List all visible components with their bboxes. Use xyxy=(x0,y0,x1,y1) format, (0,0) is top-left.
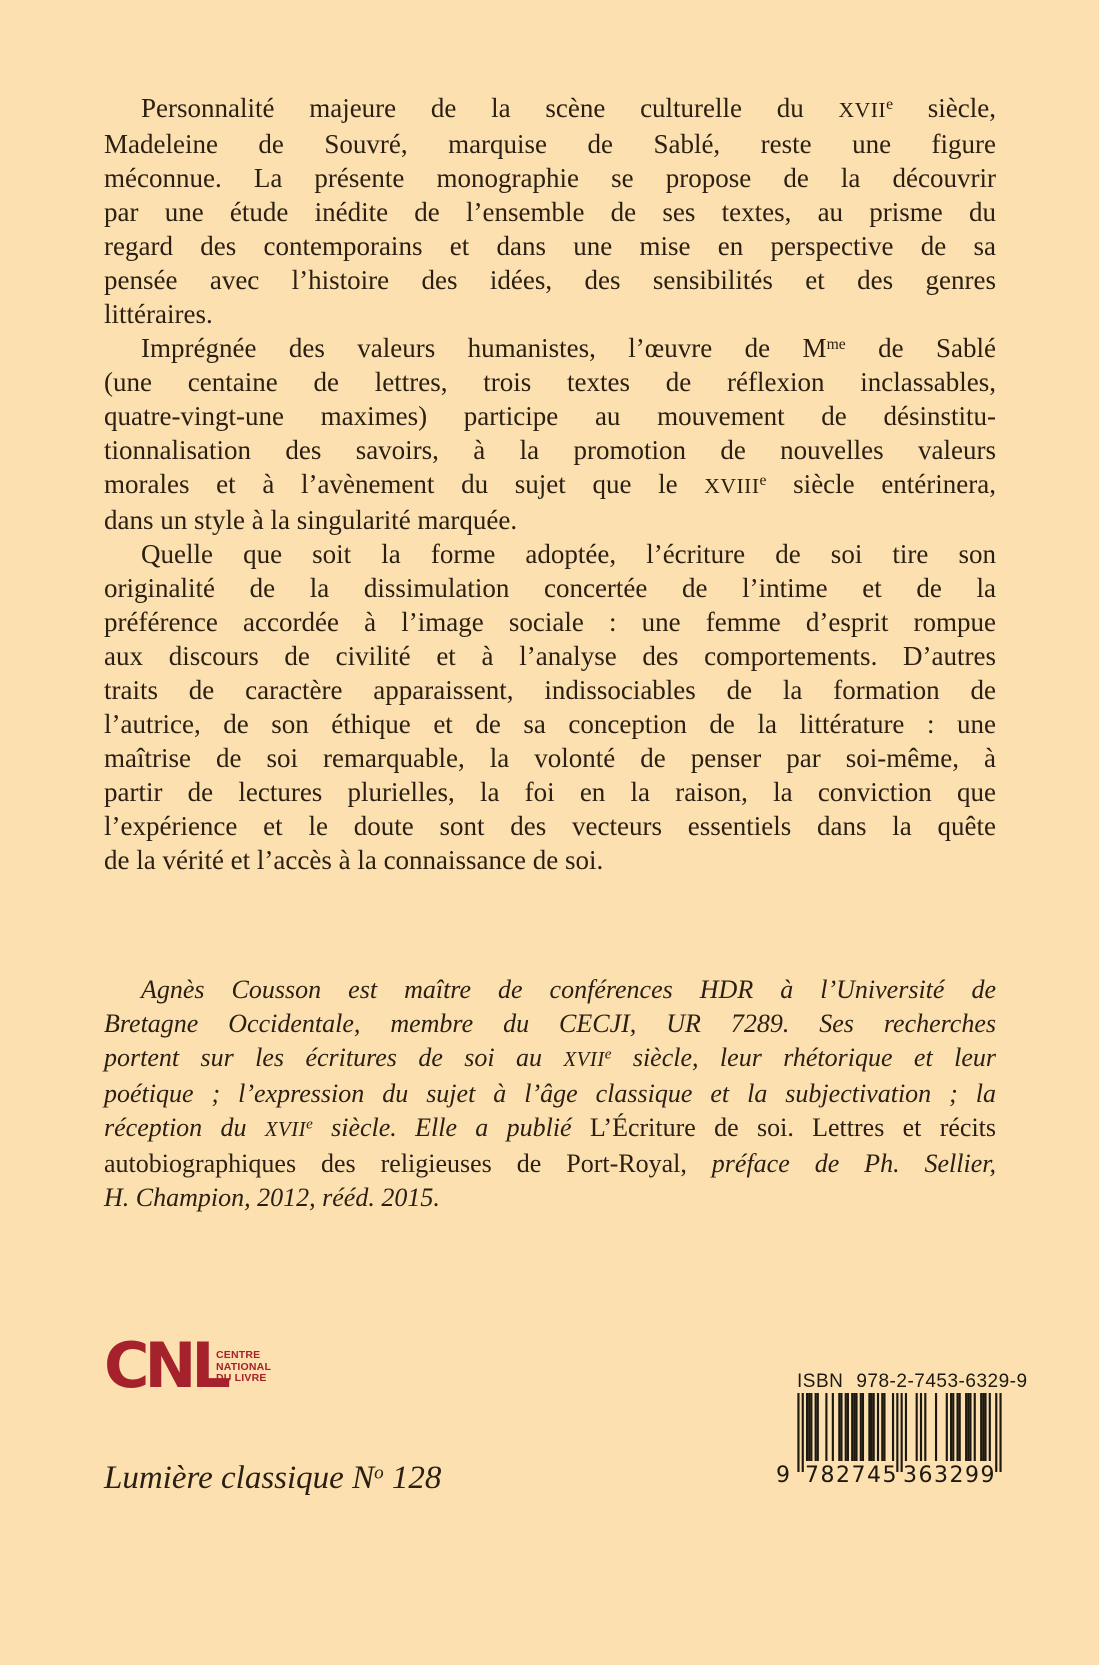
text-line: traits de caractère apparaissent, indissociables de la formation de xyxy=(104,675,996,705)
text-line: réception du XVIIe siècle. Elle a publié L’Écriture de soi. Lettres et récits xyxy=(104,1113,997,1142)
text-line: dans un style à la singularité marquée. xyxy=(104,505,518,535)
isbn-number: 978-2-7453-6329-9 xyxy=(856,1371,1028,1392)
text-line: originalité de la dissimulation concertée de l’intime et de la xyxy=(104,573,996,603)
barcode-digit-group: 363299 xyxy=(903,1463,996,1488)
paragraph-1 xyxy=(104,91,996,331)
text-line: tionnalisation des savoirs, à la promotion de nouvelles valeurs xyxy=(104,435,996,465)
isbn-barcode xyxy=(776,1371,1028,1495)
paragraph-3 xyxy=(104,537,996,877)
text-line: quatre-vingt-une maximes) participe au mouvement de désinstitu- xyxy=(104,401,996,431)
isbn-line xyxy=(797,1371,1028,1392)
text-line: Quelle que soit la forme adoptée, l’écriture de soi tire son xyxy=(141,539,996,569)
cnl-caption-line: NATIONAL xyxy=(216,1360,272,1373)
text-line: regard des contemporains et dans une mise en perspective de sa xyxy=(104,231,996,261)
text-line: Agnès Cousson est maître de conférences HDR à l’Université de xyxy=(141,975,996,1004)
paragraph-2 xyxy=(104,331,996,537)
text-line: l’autrice, de son éthique et de sa conception de la littérature : une xyxy=(104,709,996,739)
text-line: de la vérité et l’accès à la connaissance de soi. xyxy=(104,845,604,875)
text-line: pensée avec l’histoire des idées, des sensibilités et des genres xyxy=(104,265,996,295)
series-label: Lumière classique $N^o$ 128 xyxy=(104,1460,442,1496)
text-line: autobiographiques des religieuses de Port-Royal, préface de Ph. Sellier, xyxy=(104,1149,996,1178)
isbn-word: ISBN xyxy=(797,1371,844,1392)
cnl-logo-letters: CNL xyxy=(104,1329,226,1402)
cnl-caption-line: CENTRE xyxy=(216,1349,261,1361)
text-line: Bretagne Occidentale, membre du CECJI, UR 7289. Ses recherches xyxy=(104,1009,996,1038)
text-line: aux discours de civilité et à l’analyse des comportements. D’autres xyxy=(104,641,996,671)
text-line: méconnue. La présente monographie se propose de la découvrir xyxy=(104,163,996,193)
text-line: Madeleine de Souvré, marquise de Sablé, reste une figure xyxy=(104,129,996,159)
text-line: partir de lectures plurielles, la foi en la raison, la conviction que xyxy=(104,777,996,807)
text-line: (une centaine de lettres, trois textes de réflexion inclassables, xyxy=(104,367,996,397)
back-cover-text xyxy=(104,91,996,1215)
barcode-digits xyxy=(776,1463,1016,1489)
text-line: maîtrise de soi remarquable, la volonté de penser par soi-même, à xyxy=(104,743,996,773)
barcode-digit-lead: 9 xyxy=(776,1463,792,1488)
text-line: portent sur les écritures de soi au XVIIe siècle, leur rhétorique et leur xyxy=(104,1043,996,1072)
text-line: l’expérience et le doute sont des vecteurs essentiels dans la quête xyxy=(104,811,996,841)
text-line: poétique ; l’expression du sujet à l’âge classique et la subjectivation ; la xyxy=(104,1079,996,1108)
text-line: littéraires. xyxy=(104,299,213,329)
cnl-caption-line: DU LIVRE xyxy=(216,1372,267,1384)
text-line: Personnalité majeure de la scène culturelle du XVIIe siècle, xyxy=(141,93,997,123)
text-line: préférence accordée à l’image sociale : une femme d’esprit rompue xyxy=(104,607,996,637)
text-line: H. Champion, 2012, rééd. 2015. xyxy=(104,1183,440,1212)
text-line: Imprégnée des valeurs humanistes, l’œuvre de $M^{me}$ de Sablé xyxy=(141,333,996,363)
text-line: morales et à l’avènement du sujet que le XVIIIe siècle entérinera, xyxy=(104,469,996,499)
ean-barcode-icon xyxy=(797,1393,1002,1472)
barcode-digit-group: 782745 xyxy=(805,1463,898,1488)
cnl-logo-caption xyxy=(216,1350,271,1385)
author-bio xyxy=(104,973,996,1215)
cnl-logo xyxy=(104,1329,272,1416)
text-line: par une étude inédite de l’ensemble de ses textes, au prisme du xyxy=(104,197,996,227)
